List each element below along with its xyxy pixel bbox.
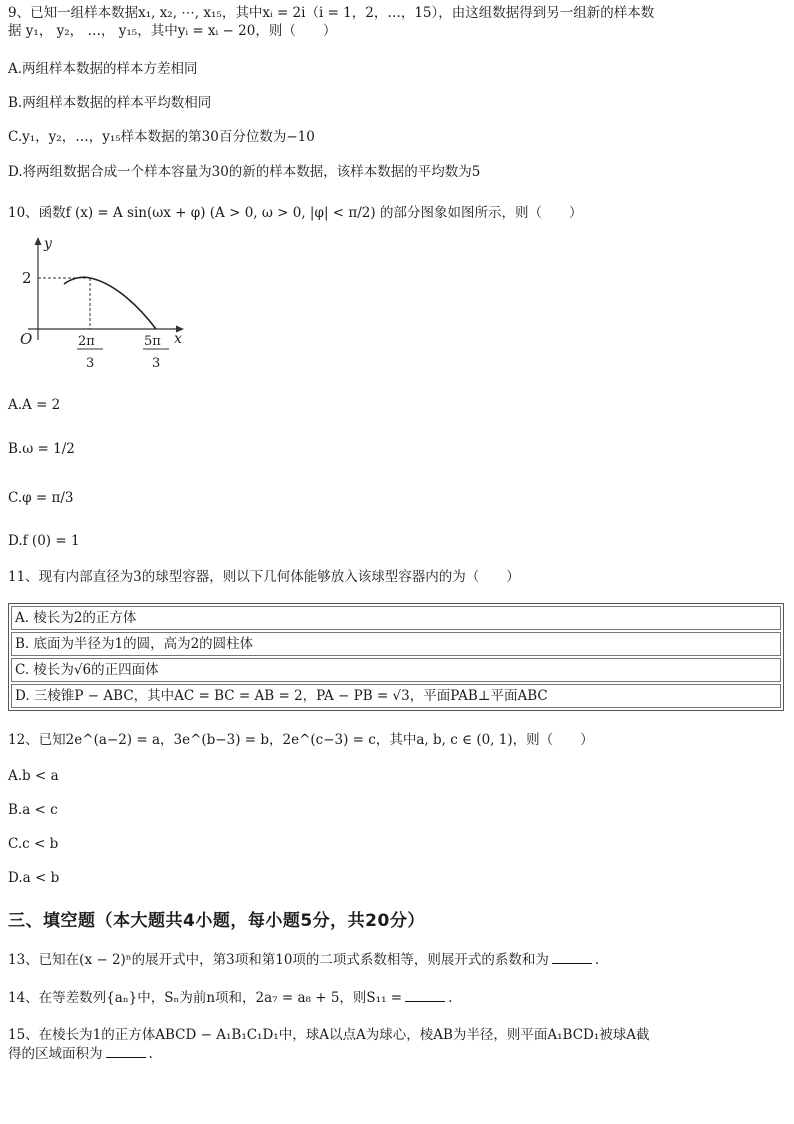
q9-stem-line1: 9、已知一组样本数据x₁, x₂, ⋯, x₁₅，其中xᵢ = 2i（i = 1，2，…，15），由这组数据得到另一组新的样本数 — [8, 5, 655, 21]
section-heading: 三、填空题（本大题共4小题，每小题5分，共20分） — [8, 911, 425, 931]
q10-stem: 10、函数f (x) = A sin(ωx + φ) (A > 0, ω > 0, |φ| < π/2) 的部分图象如图所示，则（ ） — [8, 205, 583, 221]
origin-label: O — [20, 330, 33, 348]
q13-line — [8, 951, 786, 969]
q11-option-a: A. 棱长为2的正方体 — [11, 606, 781, 630]
q11-option-c: C. 棱长为√6的正四面体 — [11, 658, 781, 682]
q10-option-c: C.φ = π/3 — [8, 490, 74, 506]
q15-line2 — [8, 1045, 786, 1063]
q11-option-d: D. 三棱锥P − ABC，其中AC = BC = AB = 2，PA − PB = √3，平面PAB⊥平面ABC — [11, 684, 781, 708]
answer-blank — [552, 951, 592, 964]
y-axis-label: y — [44, 236, 52, 252]
x-tick2-numerator: 5π — [144, 334, 161, 349]
q12-option-c: C.c < b — [8, 836, 59, 852]
q13-end: . — [594, 952, 600, 968]
q9-option-d: D.将两组数据合成一个样本容量为30的新的样本数据，该样本数据的平均数为5 — [8, 164, 481, 180]
q11-option-b: B. 底面为半径为1的圆，高为2的圆柱体 — [11, 632, 781, 656]
y-axis-arrow — [35, 237, 42, 245]
q15-end: . — [148, 1046, 153, 1062]
answer-blank — [405, 989, 445, 1002]
answer-blank — [106, 1045, 146, 1058]
q12-option-b: B.a < c — [8, 802, 58, 818]
q14-end: . — [448, 990, 453, 1006]
q12-option-a: A.b < a — [8, 768, 59, 784]
x-tick1-denominator: 3 — [86, 356, 95, 371]
q15-stem-line1: 15、在棱长为1的正方体ABCD − A₁B₁C₁D₁中，球A以点A为球心，棱AB为半径，则平面A₁BCD₁被球A截 — [8, 1027, 650, 1043]
q9-option-b: B.两组样本数据的样本平均数相同 — [8, 95, 212, 111]
q15-stem-line2: 得的区域面积为 — [8, 1046, 103, 1062]
q9-option-a: A.两组样本数据的样本方差相同 — [8, 61, 198, 77]
q10-option-b: B.ω = 1/2 — [8, 441, 75, 457]
x-tick2-denominator: 3 — [152, 356, 161, 371]
q11-options-table — [8, 603, 784, 711]
sine-curve — [64, 277, 156, 329]
q12-stem: 12、已知2e^(a−2) = a，3e^(b−3) = b，2e^(c−3) = c，其中a, b, c ∈ (0, 1)，则（ ） — [8, 732, 594, 748]
y-tick-label: 2 — [22, 269, 32, 287]
q9-stem-line2: 据 y₁， y₂， …， y₁₅，其中yᵢ = xᵢ − 20，则（ ） — [8, 23, 337, 39]
q13-stem: 13、已知在(x − 2)ⁿ的展开式中，第3项和第10项的二项式系数相等，则展开式的系数和为 — [8, 952, 549, 968]
q10-option-d: D.f (0) = 1 — [8, 533, 80, 549]
q14-stem: 14、在等差数列{aₙ}中，Sₙ为前n项和，2a₇ = a₈ + 5，则S₁₁ = — [8, 990, 403, 1006]
x-axis-label: x — [174, 331, 182, 347]
q9-option-c: C.y₁，y₂，…，y₁₅样本数据的第30百分位数为−10 — [8, 129, 315, 145]
q12-option-d: D.a < b — [8, 870, 60, 886]
x-tick1-numerator: 2π — [78, 334, 95, 349]
q11-stem: 11、现有内部直径为3的球型容器，则以下几何体能够放入该球型容器内的为（ ） — [8, 569, 520, 585]
q14-line — [8, 989, 786, 1007]
q10-function-graph — [14, 232, 194, 378]
q10-option-a: A.A = 2 — [8, 397, 61, 413]
